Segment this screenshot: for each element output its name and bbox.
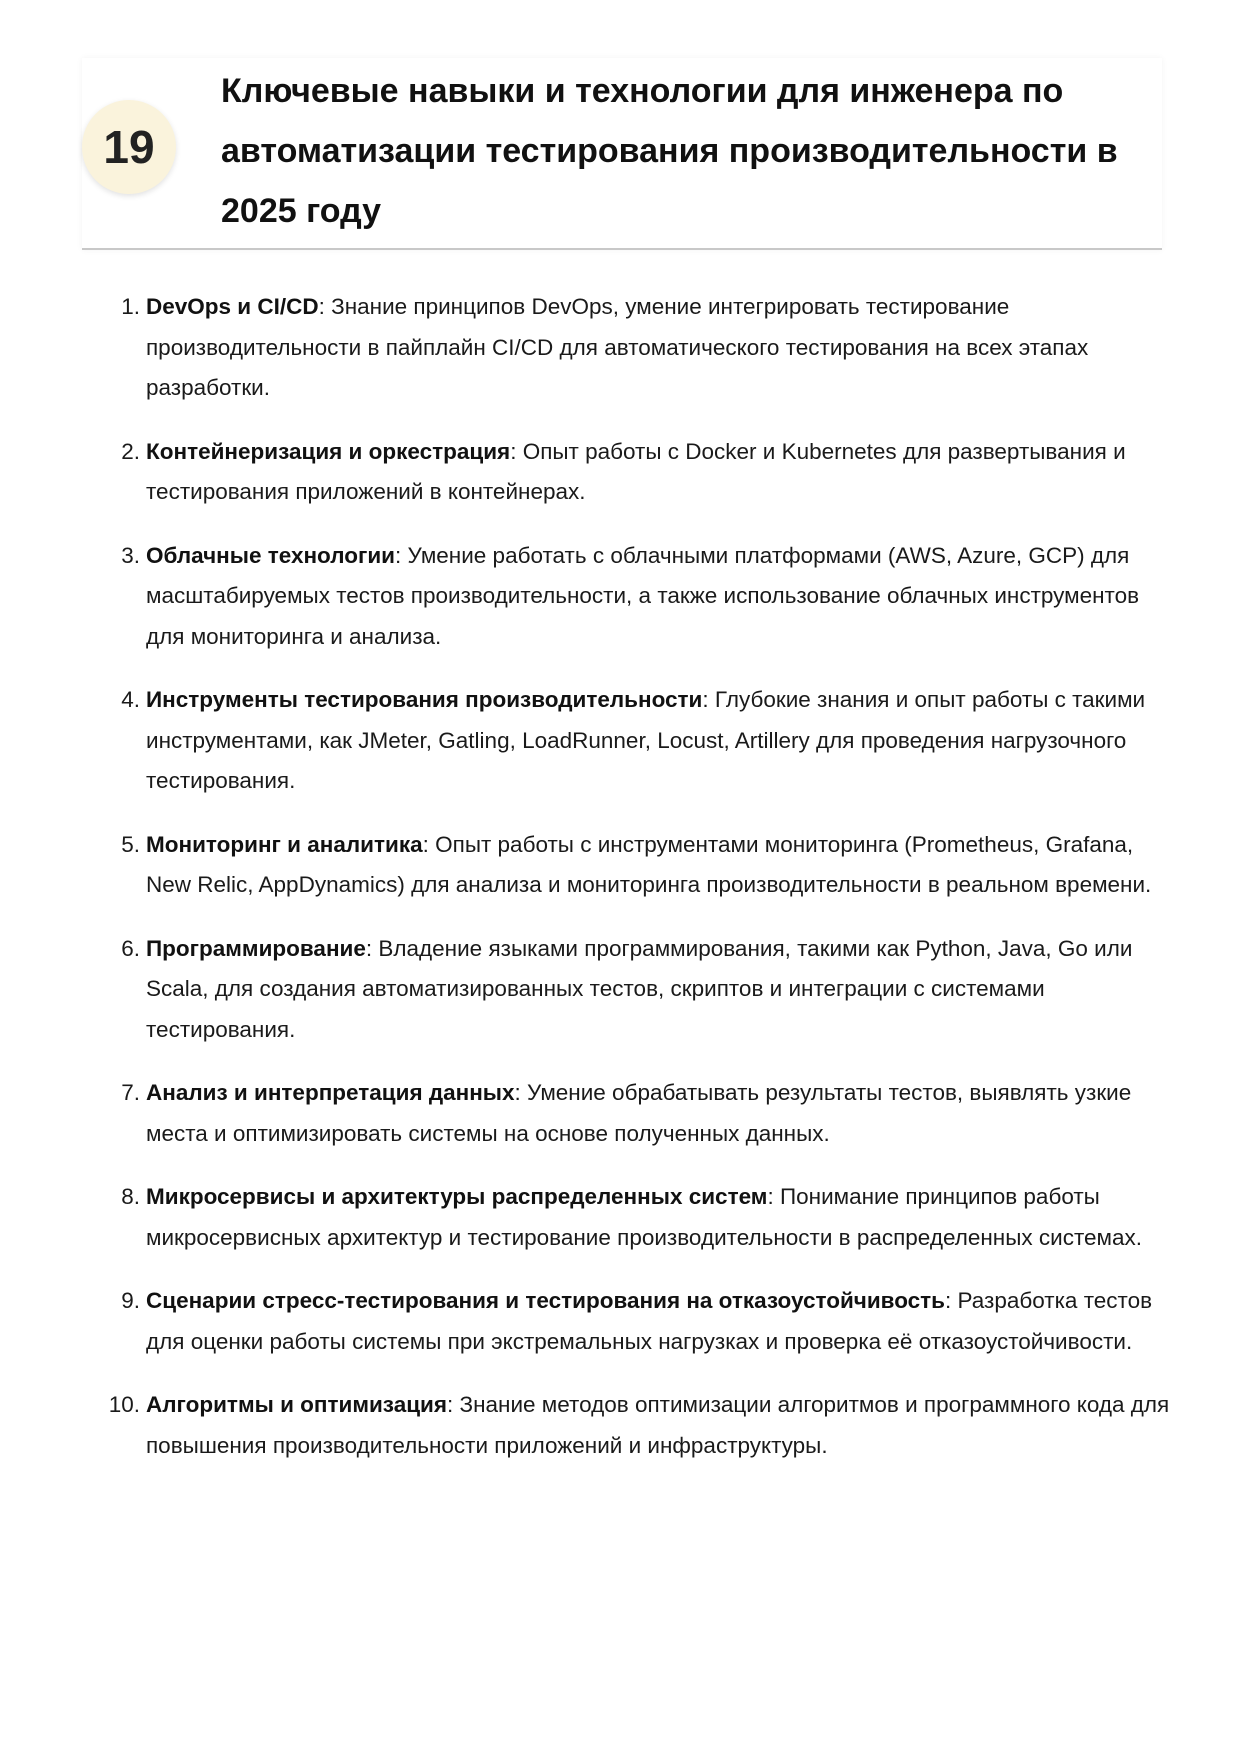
item-term: Сценарии стресс-тестирования и тестирования на отказоустойчивость: [146, 1288, 946, 1313]
list-item: [100, 825, 1170, 906]
item-term: Мониторинг и аналитика: [146, 831, 423, 857]
item-number: 2.: [121, 438, 140, 464]
item-description: : Опыт работы с инструментами мониторинга (Prometheus, Grafana, New Relic, AppDynamics) для анализа и мониторинга производительности в реальном времени.: [146, 831, 1152, 897]
section-number-badge: 19: [82, 100, 176, 194]
item-term: Анализ и интерпретация данных: [146, 1080, 515, 1105]
list-item: [100, 680, 1170, 802]
list-item: [100, 1177, 1170, 1258]
item-number: 8.: [121, 1184, 140, 1209]
item-description: : Разработка тестов для оценки работы системы при экстремальных нагрузках и проверка её отказоустойчивости.: [146, 1288, 1153, 1354]
list-item: [100, 287, 1170, 409]
list-item: [100, 1073, 1170, 1154]
item-term: DevOps и CI/CD: [146, 294, 319, 319]
list-item: [100, 1385, 1170, 1466]
item-number: 1.: [121, 294, 140, 319]
list-item: [100, 536, 1170, 658]
item-number: 9.: [121, 1288, 140, 1313]
item-term: Программирование: [146, 935, 366, 961]
skills-list: [100, 287, 1170, 1489]
item-description: : Понимание принципов работы микросервисных архитектур и тестирование производительности в распределенных системах.: [146, 1184, 1143, 1250]
list-item: [100, 432, 1170, 513]
item-description: : Опыт работы с Docker и Kubernetes для развертывания и тестирования приложений в контейнерах.: [146, 438, 1126, 504]
item-description: : Знание принципов DevOps, умение интегрировать тестирование производительности в пайплайн CI/CD для автоматического тестирования на всех этапах разработки.: [146, 294, 1089, 400]
item-description: : Знание методов оптимизации алгоритмов и программного кода для повышения производительности приложений и инфраструктуры.: [146, 1392, 1170, 1458]
item-number: 7.: [121, 1080, 140, 1105]
item-description: : Умение работать с облачными платформами (AWS, Azure, GCP) для масштабируемых тестов производительности, а также использование облачных инструментов для мониторинга и анализа.: [146, 542, 1140, 649]
list-item: [100, 929, 1170, 1051]
item-term: Алгоритмы и оптимизация: [146, 1392, 448, 1417]
section-header: [82, 58, 1162, 250]
item-number: 5.: [121, 831, 140, 857]
item-number: 4.: [121, 687, 140, 712]
item-description: : Глубокие знания и опыт работы с такими инструментами, как JMeter, Gatling, LoadRunner, Locust, Artillery для проведения нагрузочного тестирования.: [146, 687, 1146, 793]
item-description: : Умение обрабатывать результаты тестов, выявлять узкие места и оптимизировать системы на основе полученных данных.: [146, 1080, 1132, 1146]
item-description: : Владение языками программирования, такими как Python, Java, Go или Scala, для создания автоматизированных тестов, скриптов и интеграции с системами тестирования.: [146, 935, 1133, 1042]
item-number: 6.: [121, 935, 140, 961]
item-number: 10.: [108, 1392, 140, 1417]
list-item: [100, 1281, 1170, 1362]
item-term: Микросервисы и архитектуры распределенных систем: [146, 1184, 768, 1209]
item-term: Инструменты тестирования производительности: [146, 687, 703, 712]
item-term: Облачные технологии: [146, 542, 396, 568]
item-term: Контейнеризация и оркестрация: [146, 438, 511, 464]
item-number: 3.: [121, 542, 140, 568]
page-title: Ключевые навыки и технологии для инженера по автоматизации тестирования производительности в 2025 году: [221, 72, 1118, 230]
